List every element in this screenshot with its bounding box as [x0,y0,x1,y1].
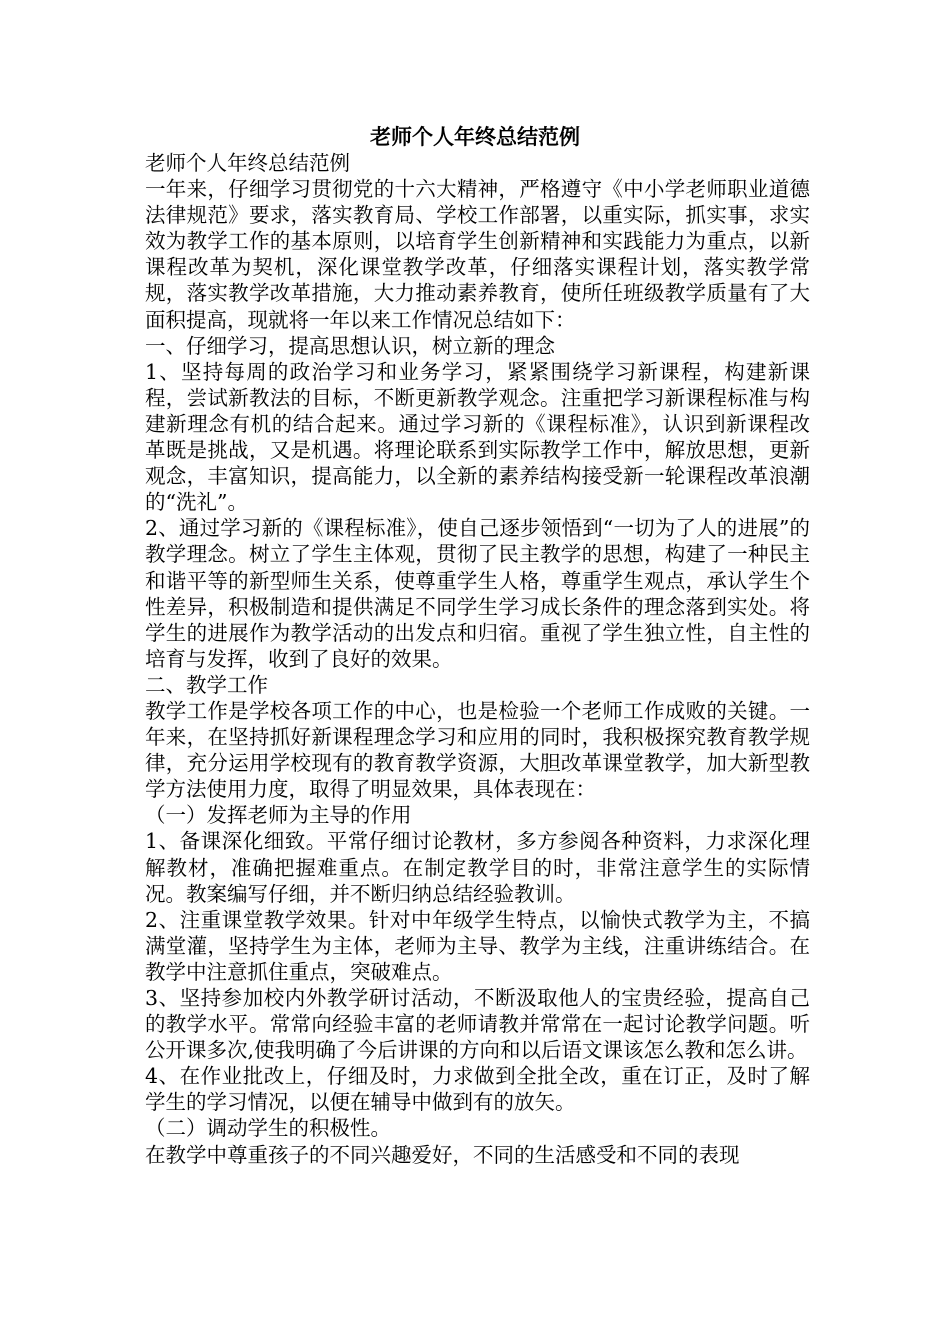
paragraph-2-2-1: 在教学中尊重孩子的不同兴趣爱好，不同的生活感受和不同的表现 [145,1142,740,1167]
paragraph-2-intro: 教学工作是学校各项工作的中心，也是检验一个老师工作成败的关键。一年来，在坚持抓好新课程理念学习和应用的同时，我积极探究教育教学规律，充分运用学校现有的教育教学资源，大胆改革课堂教学，加大新型教学方法使用力度，取得了明显效果，具体表现在： [145,698,810,802]
subsection-heading-2-2: （二）调动学生的积极性。 [145,1116,391,1141]
paragraph-subtitle: 老师个人年终总结范例 [145,151,350,175]
document-title: 老师个人年终总结范例 [370,124,580,149]
subsection-heading-2-1: （一）发挥老师为主导的作用 [145,803,412,828]
section-heading-2: 二、教学工作 [145,672,268,697]
paragraph-2-1-1: 1、备课深化细致。平常仔细讨论教材，多方参阅各种资料，力求深化理解教材，准确把握难重点。在制定教学目的时，非常注意学生的实际情况。教案编写仔细，并不断归纳总结经验教训。 [145,829,810,906]
paragraph-1-2: 2、通过学习新的《课程标准》，使自己逐步领悟到“一切为了人的进展”的教学理念。树立了学生主体观，贯彻了民主教学的思想，构建了一种民主和谐平等的新型师生关系，使尊重学生人格，尊重学生观点，承认学生个性差异，积极制造和提供满足不同学生学习成长条件的理念落到实处。将学生的进展作为教学活动的出发点和归宿。重视了学生独立性，自主性的培育与发挥，收到了良好的效果。 [145,516,810,671]
paragraph-1-1: 1、坚持每周的政治学习和业务学习，紧紧围绕学习新课程，构建新课程，尝试新教法的目标，不断更新教学观念。注重把学习新课程标准与构建新理念有机的结合起来。通过学习新的《课程标准》，认识到新课程改革既是挑战，又是机遇。将理论联系到实际教学工作中，解放思想，更新观念，丰富知识，提高能力，以全新的素养结构接受新一轮课程改革浪潮的“洗礼”。 [145,359,810,515]
paragraph-2-1-3: 3、坚持参加校内外教学研讨活动，不断汲取他人的宝贵经验，提高自己的教学水平。常常向经验丰富的老师请教并常常在一起讨论教学问题。听公开课多次,使我明确了今后讲课的方向和以后语文课该怎么教和怎么讲。 [145,986,810,1063]
section-heading-1: 一、仔细学习，提高思想认识，树立新的理念 [145,333,555,358]
paragraph-intro: 一年来，仔细学习贯彻党的十六大精神，严格遵守《中小学老师职业道德法律规范》要求，落实教育局、学校工作部署，以重实际，抓实事，求实效为教学工作的基本原则，以培育学生创新精神和实践能力为重点，以新课程改革为契机，深化课堂教学改革，仔细落实课程计划，落实教学常规，落实教学改革措施，大力推动素养教育，使所任班级教学质量有了大面积提高，现就将一年以来工作情况总结如下： [145,177,810,332]
document-body [145,150,810,1168]
paragraph-2-1-2: 2、注重课堂教学效果。针对中年级学生特点，以愉快式教学为主，不搞满堂灌，坚持学生为主体，老师为主导、教学为主线，注重讲练结合。在教学中注意抓住重点，突破难点。 [145,907,810,984]
paragraph-2-1-4: 4、在作业批改上，仔细及时，力求做到全批全改，重在订正，及时了解学生的学习情况，以便在辅导中做到有的放矢。 [145,1064,810,1115]
